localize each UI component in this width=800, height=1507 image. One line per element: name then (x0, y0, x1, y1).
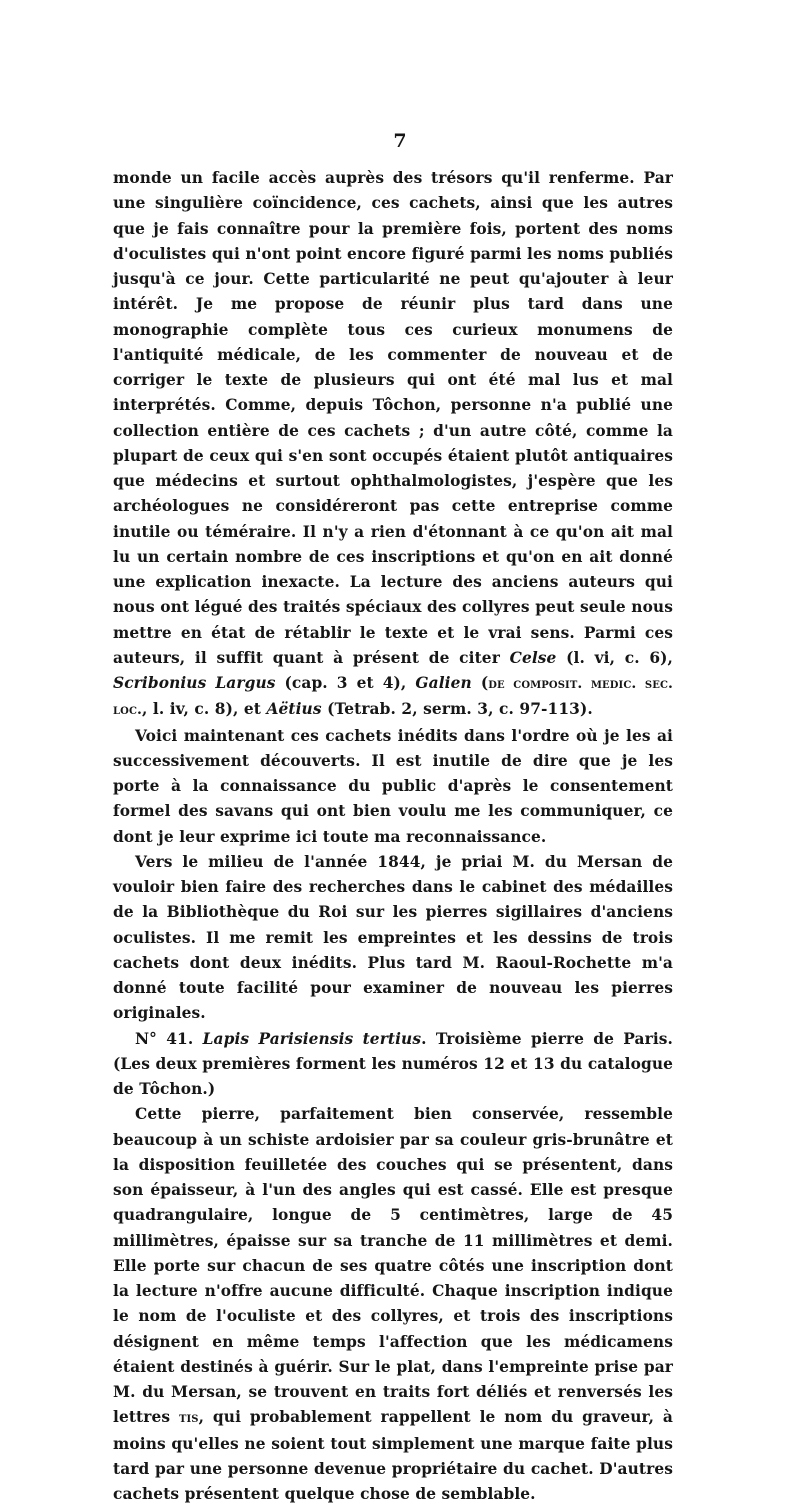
paragraph-4 (113, 1027, 673, 1103)
p1-text-b: (l. vi, c. 6), (556, 648, 673, 667)
p1-text-e: , l. iv, c. 8), et (141, 700, 267, 719)
p1-text-a: monde un facile accès auprès des trésors qu'il renferme. Par une singulière coïncidence, ces cachets, ainsi que les autres que je fais connaître pour la première fois, portent des noms d'oculistes qui n'ont point encore figuré parmi les noms publiés jusqu'à ce jour. Cette particularité ne peut qu'ajouter à leur intérêt. Je me propose de réunir plus tard dans une monographie complète tous ces curieux monumens de l'antiquité médicale, de les commenter de nouveau et de corriger le texte de plusieurs qui ont été mal lus et mal interprétés. Comme, depuis Tôchon, personne n'a publié une collection entière de ces cachets ; d'un autre côté, comme la plupart de ceux qui s'en sont occupés étaient plutôt antiquaires que médecins et surtout ophthalmologistes, j'espère que les archéologues ne considéreront pas cette entreprise comme inutile ou téméraire. Il n'y a rien d'étonnant à ce qu'on ait mal lu un certain nombre de ces inscriptions et qu'on en ait donné une explication inexacte. La lecture des anciens auteurs qui nous ont légué des traités spéciaux des collyres peut seule nous mettre en état de rétablir le texte et le vrai sens. Parmi ces auteurs, il suffit quant à présent de citer (113, 169, 673, 667)
p5-text-a: Cette pierre, parfaitement bien conservée, ressemble beaucoup à un schiste ardoisier par sa couleur gris-brunâtre et la disposition feuilletée des couches qui se présentent, dans son épaisseur, à l'un des angles qui est cassé. Elle est presque quadrangulaire, longue de 5 centimètres, large de 45 millimètres, épaisse sur sa tranche de 11 millimètres et demi. Elle porte sur chacun de ses quatre côtés une inscription dont la lecture n'offre aucune difficulté. Chaque inscription indique le nom de l'oculiste et des collyres, et trois des inscriptions désignent en même temps l'affection que les médicamens étaient destinés à guérir. Sur le plat, dans l'empreinte prise par M. du Mersan, se trouvent en traits fort déliés et renversés les lettres (113, 1105, 673, 1427)
author-celse: Celse (509, 648, 557, 667)
paragraph-2: Voici maintenant ces cachets inédits dans l'ordre où je les ai successivement découverts. Il est inutile de dire que je les porte à la connaissance du public d'après le consentement formel des savans qui ont bien voulu me les communiquer, ce dont je leur exprime ici toute ma reconnaissance. (113, 726, 673, 846)
paragraph-5 (113, 1102, 673, 1507)
author-scribonius: Scribonius Largus (113, 674, 276, 692)
author-aetius: Aëtius (266, 700, 322, 719)
p5-text-b: , qui probablement rappellent le nom du graveur, à moins qu'elles ne soient tout simplement une marque faite plus tard par une personne devenue propriétaire du cachet. D'autres cachets présentent quelque chose de semblable. (113, 1408, 673, 1503)
author-galien: Galien (415, 674, 472, 692)
p1-text-f: (Tetrab. 2, serm. 3, c. 97-113). (321, 700, 593, 719)
paragraph-1 (113, 166, 673, 724)
page-number: 7 (393, 130, 407, 152)
paragraph-3: Vers le milieu de l'année 1844, je priai M. du Mersan de vouloir bien faire des recherches dans le cabinet des médailles de la Bibliothèque du Roi sur les pierres sigillaires d'anciens oculistes. Il me remit les empreintes et les dessins de trois cachets dont deux inédits. Plus tard M. Raoul-Rochette m'a donné toute facilité pour examiner de nouveau les pierres originales. (113, 852, 673, 1023)
p4-text-a: N° 41. (135, 1029, 203, 1048)
p1-text-d: ( (471, 674, 489, 692)
stone-latin-name: Lapis Parisiensis tertius (202, 1029, 422, 1048)
letters-tis: tis (178, 1410, 199, 1427)
work-title-smallcaps: de composit. medic. sec. loc. (113, 676, 673, 719)
p4-text-b: . Troisième pierre de Paris. (Les deux premières forment les numéros 12 et 13 du catalogue de Tôchon.) (113, 1029, 673, 1098)
p1-text-c: (cap. 3 et 4), (275, 674, 416, 692)
body-text (113, 166, 673, 1507)
